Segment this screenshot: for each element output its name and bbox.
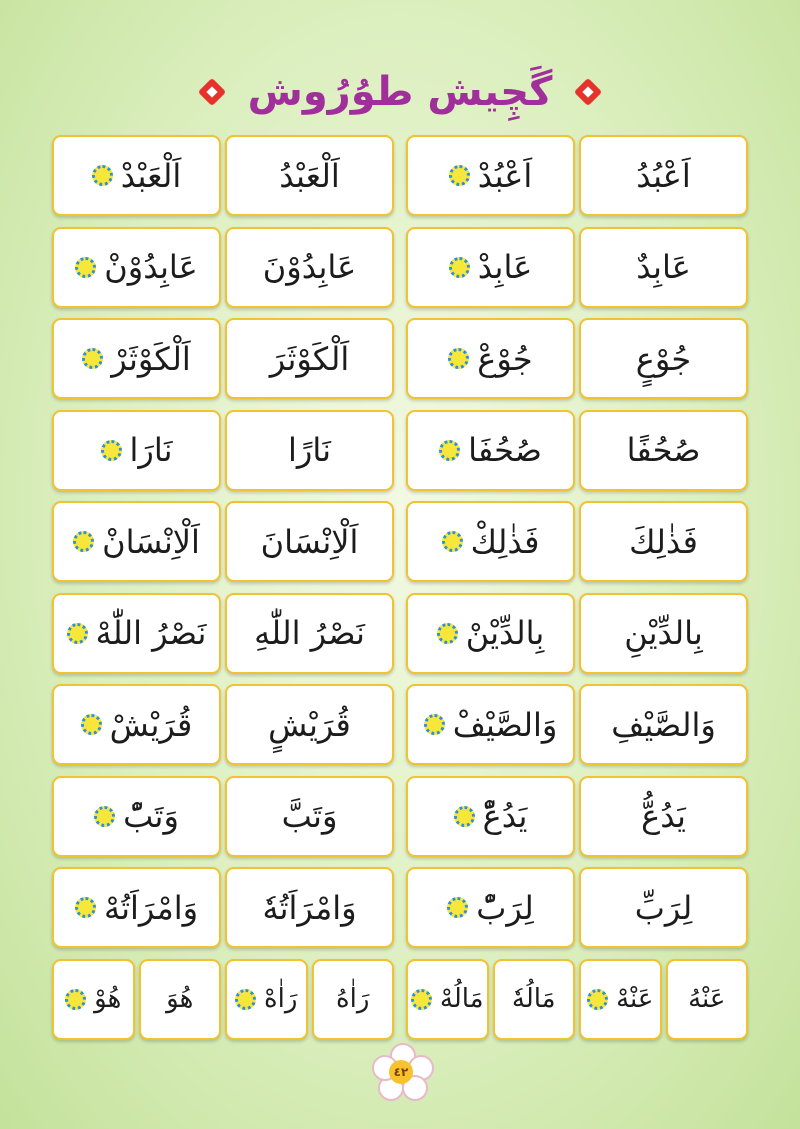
stop-circle-icon [92, 165, 113, 186]
row-half-left [52, 959, 394, 1040]
word-text: عَابِدُوْنْ [104, 248, 198, 286]
word-text: اَلْكَوْثَرَ [269, 339, 350, 378]
word-card-stop [225, 959, 308, 1040]
word-card [579, 227, 748, 308]
grid-row [52, 684, 748, 765]
word-card [579, 867, 748, 948]
word-card-stop [52, 410, 221, 491]
word-card [666, 959, 749, 1040]
stop-circle-icon [73, 531, 94, 552]
row-half-right [406, 684, 748, 765]
word-card-stop [52, 593, 221, 674]
word-card-stop [406, 135, 575, 216]
word-text: وَامْرَاَتُهٗ [262, 888, 357, 927]
word-card-stop [406, 227, 575, 308]
word-text: فَذٰلِكَ [629, 522, 698, 561]
word-card-stop [52, 501, 221, 582]
word-card-stop [52, 318, 221, 399]
word-card-stop [52, 135, 221, 216]
stop-circle-icon [449, 165, 470, 186]
row-half-left [52, 867, 394, 948]
stop-circle-icon [81, 714, 102, 735]
word-text: بِالدِّيْنْ [465, 614, 545, 652]
stop-circle-icon [82, 348, 103, 369]
word-text: اَلْاِنْسَانَ [260, 522, 359, 561]
grid-row-last [52, 959, 748, 1040]
word-text: وَالصَّيْفْ [452, 705, 558, 744]
word-text: اَعْبُدُ [636, 156, 691, 195]
word-card-stop [406, 959, 489, 1040]
word-card-stop [406, 318, 575, 399]
word-text: نَارَا [129, 431, 173, 469]
row-half-right [406, 135, 748, 216]
word-text: قُرَيْشْ [109, 705, 193, 744]
row-half-left [52, 501, 394, 582]
word-card [225, 227, 394, 308]
word-text: فَذٰلِكْ [470, 522, 540, 561]
stop-circle-icon [447, 897, 468, 918]
word-text: عَنْهْ [616, 984, 654, 1014]
word-card [579, 318, 748, 399]
word-card [139, 959, 222, 1040]
grid-row [52, 318, 748, 399]
word-text: عَابِدُوْنَ [262, 248, 357, 286]
word-text: اَعْبُدْ [477, 156, 533, 195]
stop-circle-icon [437, 623, 458, 644]
stop-circle-icon [65, 989, 86, 1010]
word-card [225, 318, 394, 399]
page-number: ٤٢ [389, 1060, 413, 1084]
row-half-left [52, 318, 394, 399]
word-card-stop [52, 684, 221, 765]
word-grid [52, 135, 748, 1050]
word-text: وَتَبَّ [281, 797, 338, 835]
row-half-right [406, 410, 748, 491]
grid-row [52, 410, 748, 491]
word-card [225, 410, 394, 491]
row-half-left [52, 410, 394, 491]
word-text: اَلْاِنْسَانْ [102, 522, 200, 561]
word-card-stop [52, 867, 221, 948]
row-half-left [52, 227, 394, 308]
grid-row [52, 593, 748, 674]
word-text: اَلْكَوْثَرْ [111, 339, 191, 378]
word-card [225, 135, 394, 216]
word-card [312, 959, 395, 1040]
word-card [579, 501, 748, 582]
ornament-icon [194, 74, 230, 110]
stop-circle-icon [449, 257, 470, 278]
row-half-right [406, 776, 748, 857]
row-half-right [406, 501, 748, 582]
word-text: رَاٰهْ [264, 984, 298, 1014]
word-card [579, 593, 748, 674]
row-half-right [406, 867, 748, 948]
word-text: قُرَيْشٍ [268, 705, 351, 744]
word-card-stop [52, 776, 221, 857]
word-text: هُوْ [94, 984, 122, 1014]
word-text: لِرَبِّ [634, 888, 693, 927]
stop-circle-icon [442, 531, 463, 552]
stop-circle-icon [67, 623, 88, 644]
stop-circle-icon [424, 714, 445, 735]
word-card-stop [406, 684, 575, 765]
word-text: وَامْرَاَتُهْ [103, 888, 199, 927]
stop-circle-icon [94, 806, 115, 827]
word-text: عَابِدْ [477, 248, 533, 286]
word-text: بِالدِّيْنِ [624, 614, 703, 652]
word-card-stop [52, 959, 135, 1040]
word-card [225, 501, 394, 582]
word-card-stop [406, 867, 575, 948]
word-card-stop [52, 227, 221, 308]
word-card [225, 776, 394, 857]
stop-circle-icon [235, 989, 256, 1010]
word-card [225, 593, 394, 674]
word-text: مَالُهٗ [511, 984, 556, 1014]
stop-circle-icon [411, 989, 432, 1010]
word-text: نَارًا [288, 431, 331, 469]
page-number-flower [372, 1043, 430, 1101]
stop-circle-icon [439, 440, 460, 461]
word-text: جُوْعْ [477, 339, 533, 378]
word-card [579, 135, 748, 216]
word-text: لِرَبّْ [476, 888, 534, 927]
grid-row [52, 501, 748, 582]
word-text: رَاٰهُ [336, 984, 370, 1014]
grid-row [52, 867, 748, 948]
word-card [579, 410, 748, 491]
word-text: نَصْرُ اللّٰهْ [95, 614, 207, 652]
stop-circle-icon [75, 897, 96, 918]
stop-circle-icon [448, 348, 469, 369]
word-text: عَنْهُ [688, 984, 726, 1014]
row-half-right [406, 593, 748, 674]
page-title: گَچِیش طوُرُوش [247, 69, 553, 115]
word-card [579, 776, 748, 857]
row-half-left [52, 684, 394, 765]
stop-circle-icon [587, 989, 608, 1010]
word-text: جُوْعٍ [635, 339, 692, 378]
word-text: وَتَبّْ [123, 797, 179, 835]
stop-circle-icon [101, 440, 122, 461]
word-text: اَلْعَبْدُ [279, 156, 340, 195]
stop-circle-icon [75, 257, 96, 278]
word-card [225, 684, 394, 765]
word-text: عَابِدٌ [636, 248, 691, 286]
row-half-right [406, 227, 748, 308]
row-half-left [52, 593, 394, 674]
grid-row [52, 776, 748, 857]
grid-row [52, 135, 748, 216]
word-card-stop [406, 776, 575, 857]
row-half-right [406, 318, 748, 399]
row-half-right [406, 959, 748, 1040]
stop-circle-icon [454, 806, 475, 827]
word-card-stop [406, 501, 575, 582]
word-card [493, 959, 576, 1040]
row-half-left [52, 135, 394, 216]
word-text: يَدُعّْ [482, 797, 528, 835]
word-text: مَالُهْ [439, 984, 484, 1014]
grid-row [52, 227, 748, 308]
title-bar [0, 62, 800, 122]
word-card-stop [406, 593, 575, 674]
ornament-icon [570, 74, 606, 110]
word-text: هُوَ [166, 984, 194, 1014]
word-card [579, 684, 748, 765]
word-text: يَدُعُّ [641, 797, 686, 835]
word-card-stop [579, 959, 662, 1040]
word-card [225, 867, 394, 948]
word-card-stop [406, 410, 575, 491]
word-text: نَصْرُ اللّٰهِ [254, 614, 365, 652]
word-text: وَالصَّيْفِ [611, 705, 716, 744]
word-text: اَلْعَبْدْ [120, 156, 182, 195]
word-text: صُحُفًا [626, 431, 701, 469]
row-half-left [52, 776, 394, 857]
word-text: صُحُفَا [468, 431, 542, 469]
